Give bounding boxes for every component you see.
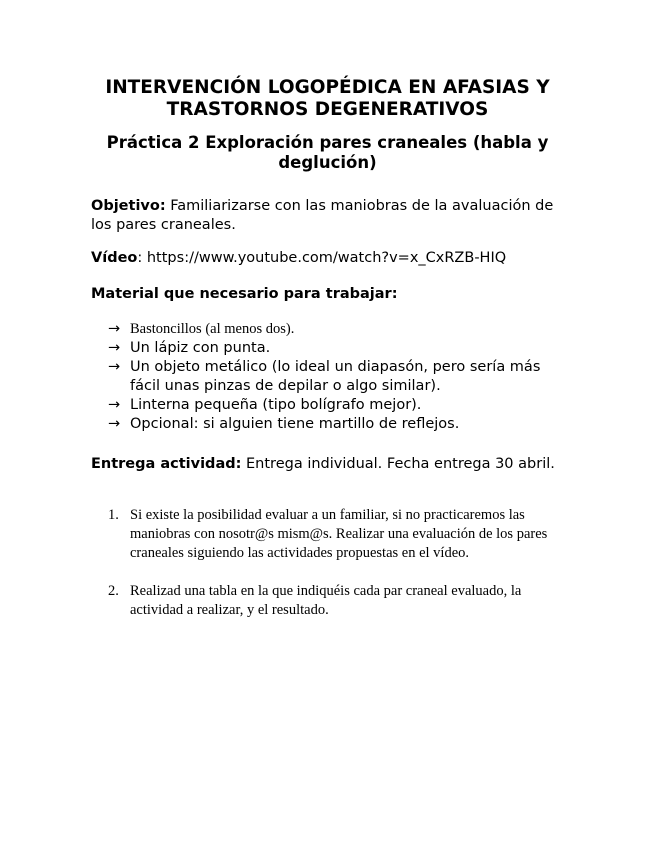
title-line-1: INTERVENCIÓN LOGOPÉDICA EN AFASIAS Y <box>105 77 550 98</box>
task-number: 1. <box>108 507 119 523</box>
list-item <box>108 358 568 396</box>
material-item-3: Un objeto metálico (lo ideal un diapasón, pero sería más fácil unas pinzas de depilar o algo similar). <box>130 359 541 394</box>
delivery-paragraph <box>91 455 571 474</box>
video-paragraph <box>91 249 571 268</box>
list-item <box>108 506 548 563</box>
practice-subtitle <box>60 133 595 173</box>
tasks-list <box>108 506 548 563</box>
list-item <box>108 320 568 339</box>
task-text-2: Realizad una tabla en la que indiquéis cada par craneal evaluado, la actividad a realizar, y el resultado. <box>130 583 522 618</box>
material-item-5: Opcional: si alguien tiene martillo de reflejos. <box>130 416 460 432</box>
materials-list <box>108 320 568 434</box>
material-item-1: Bastoncillos (al menos dos). <box>130 321 295 337</box>
subtitle-line-2: deglución) <box>278 153 377 172</box>
document-title <box>60 77 595 121</box>
material-heading: Material que necesario para trabajar: <box>91 286 398 302</box>
task-number: 2. <box>108 583 119 599</box>
objective-paragraph <box>91 197 571 235</box>
list-item <box>108 415 568 434</box>
title-line-2: TRASTORNOS DEGENERATIVOS <box>166 99 489 120</box>
arrow-icon: → <box>108 340 121 356</box>
list-item <box>108 582 548 620</box>
delivery-text: Entrega individual. Fecha entrega 30 abril. <box>241 456 555 472</box>
arrow-icon: → <box>108 321 121 337</box>
material-item-4: Linterna pequeña (tipo bolígrafo mejor). <box>130 397 422 413</box>
video-link[interactable]: : https://www.youtube.com/watch?v=x_CxRZB-HIQ <box>137 250 507 266</box>
material-item-2: Un lápiz con punta. <box>130 340 271 356</box>
objective-text: Familiarizarse con las maniobras de la avaluación de los pares craneales. <box>91 198 554 233</box>
subtitle-line-1: Práctica 2 Exploración pares craneales (habla y <box>106 133 549 152</box>
list-item <box>108 396 568 415</box>
tasks-list-continued <box>108 582 548 620</box>
task-text-1: Si existe la posibilidad evaluar a un familiar, si no practicaremos las maniobras con nosotr@s mism@s. Realizar una evaluación de los pares craneales siguiendo las actividades propuestas en el vídeo. <box>130 507 548 561</box>
objective-label: Objetivo: <box>91 198 166 214</box>
delivery-label: Entrega actividad: <box>91 456 242 472</box>
list-item <box>108 339 568 358</box>
arrow-icon: → <box>108 397 121 413</box>
arrow-icon: → <box>108 359 121 375</box>
arrow-icon: → <box>108 416 121 432</box>
video-label: Vídeo <box>91 250 138 266</box>
